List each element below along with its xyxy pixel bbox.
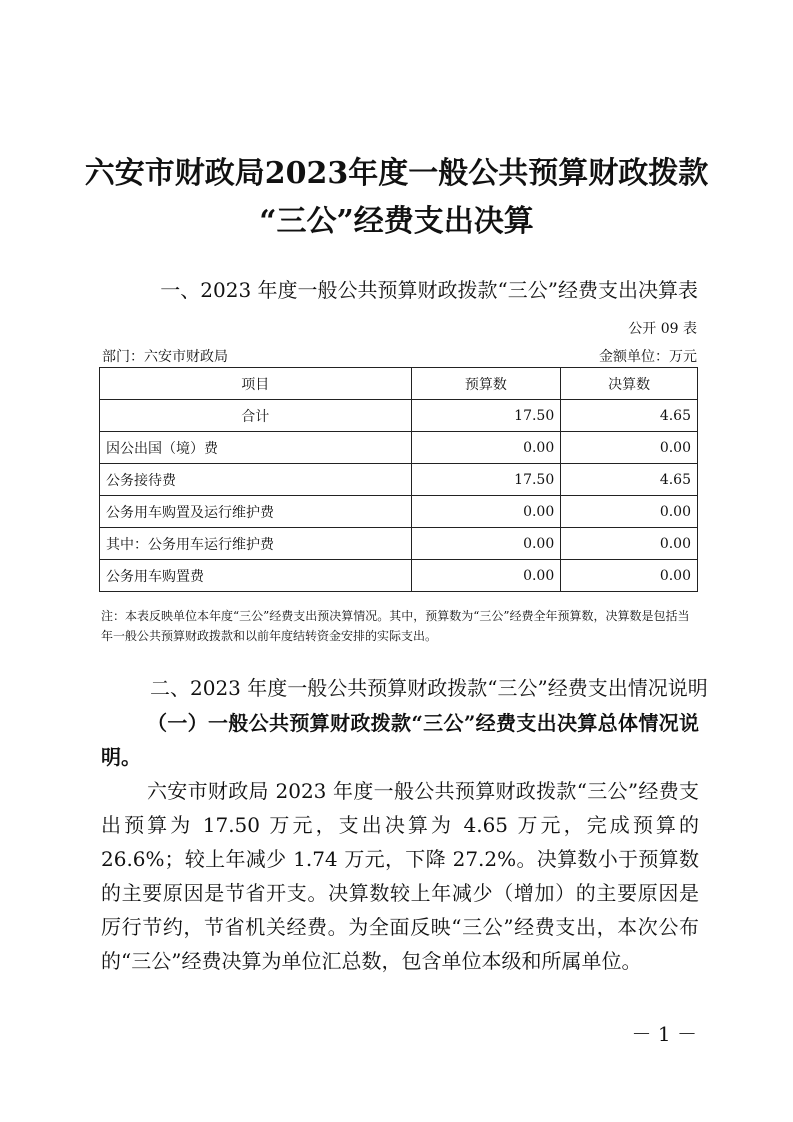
row-label: 其中：公务用车运行维护费: [100, 528, 412, 560]
section2-heading: 二、2023 年度一般公共预算财政拨款“三公”经费支出情况说明: [150, 676, 708, 700]
form-number: 公开 09 表: [628, 321, 697, 337]
row-label: 合计: [100, 400, 412, 432]
row-label: 公务用车购置及运行维护费: [100, 496, 412, 528]
row-final: 4.65: [561, 464, 698, 496]
header-budget: 预算数: [411, 368, 561, 400]
row-budget: 0.00: [411, 560, 561, 592]
table-row: [100, 496, 698, 528]
row-budget: 17.50: [411, 464, 561, 496]
row-final: 0.00: [561, 496, 698, 528]
table-note: 注：本表反映单位本年度“三公”经费支出预决算情况。其中，预算数为“三公”经费全年预算数，决算数是包括当年一般公共预算财政拨款和以前年度结转资金安排的实际支出。: [101, 609, 690, 643]
table-row: [100, 560, 698, 592]
section2-paragraph: 六安市财政局 2023 年度一般公共预算财政拨款“三公”经费支出预算为 17.50 万元，支出决算为 4.65 万元，完成预算的 26.6%；较上年减少 1.74 万元，下降 27.2%。决算数小于预算数的主要原因是节省开支。决算数较上年减少（增加）的主要原因是厉行节约，节省机关经费。为全面反映“三公”经费支出，本次公布的“三公”经费决算为单位汇总数，包含单位本级和所属单位。: [101, 779, 699, 973]
row-final: 4.65: [561, 400, 698, 432]
row-budget: 0.00: [411, 432, 561, 464]
table-header-row: [100, 368, 698, 400]
department-label: 部门：六安市财政局: [102, 349, 228, 365]
header-item: 项目: [100, 368, 412, 400]
table-row: [100, 464, 698, 496]
page-number: － 1 －: [631, 1022, 697, 1046]
row-budget: 17.50: [411, 400, 561, 432]
row-label: 公务用车购置费: [100, 560, 412, 592]
budget-table: [99, 367, 698, 592]
table-row: [100, 432, 698, 464]
row-final: 0.00: [561, 528, 698, 560]
table-row: [100, 528, 698, 560]
row-budget: 0.00: [411, 528, 561, 560]
table-row-total: [100, 400, 698, 432]
section2-subheading: （一）一般公共预算财政拨款“三公”经费支出决算总体情况说明。: [101, 711, 699, 769]
row-label: 因公出国（境）费: [100, 432, 412, 464]
document-title-line2: “三公”经费支出决算: [259, 204, 534, 239]
document-title-line1: 六安市财政局2023年度一般公共预算财政拨款: [84, 156, 709, 191]
section1-heading: 一、2023 年度一般公共预算财政拨款“三公”经费支出决算表: [160, 278, 698, 302]
row-final: 0.00: [561, 560, 698, 592]
row-budget: 0.00: [411, 496, 561, 528]
header-final: 决算数: [561, 368, 698, 400]
amount-unit-label: 金额单位：万元: [599, 349, 697, 365]
row-label: 公务接待费: [100, 464, 412, 496]
row-final: 0.00: [561, 432, 698, 464]
